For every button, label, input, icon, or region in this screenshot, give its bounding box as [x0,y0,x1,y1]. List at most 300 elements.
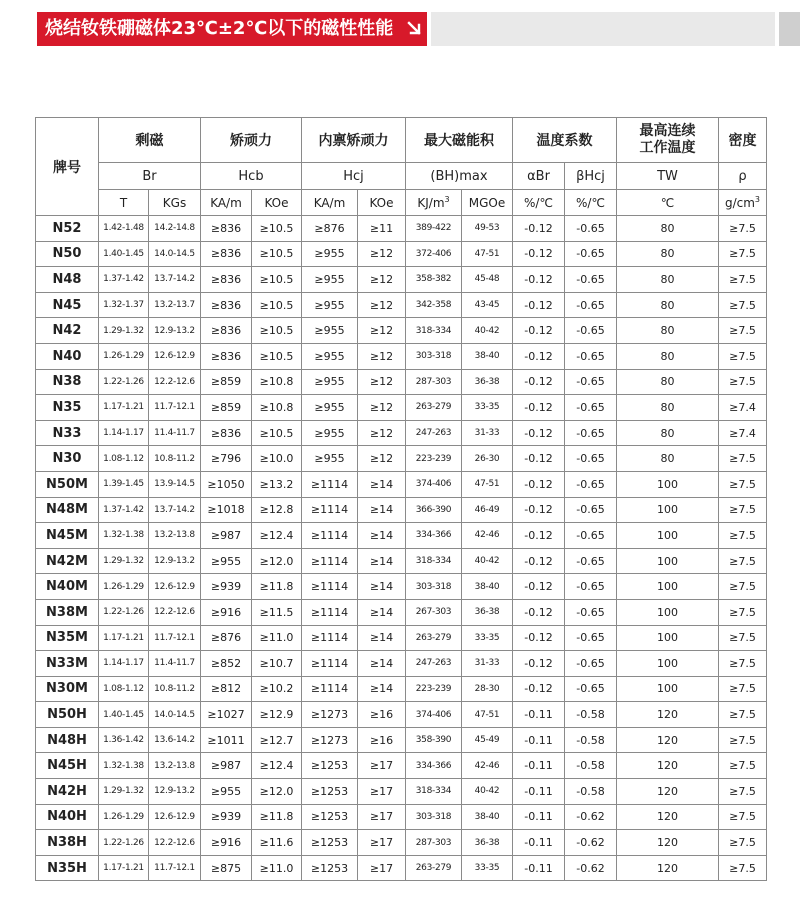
cell-grade: N52 [36,216,99,242]
cell-hcj-koe: ≥14 [358,548,406,574]
cell-hcb-koe: ≥12.4 [252,753,302,779]
cell-br-t: 1.29-1.32 [99,318,149,344]
cell-abr: -0.12 [513,523,565,549]
cell-bh-mgoe: 47-51 [462,471,513,497]
cell-density: ≥7.4 [719,420,767,446]
cell-density: ≥7.5 [719,651,767,677]
unit-abr-pct: %/℃ [513,190,565,216]
table-row [36,267,767,293]
cell-hcb-koe: ≥12.7 [252,727,302,753]
cell-density: ≥7.5 [719,267,767,293]
cell-grade: N48 [36,267,99,293]
cell-grade: N35 [36,395,99,421]
cell-bh-kjm3: 334-366 [406,523,462,549]
symbol-hcj: Hcj [302,163,406,190]
cell-hcj-koe: ≥17 [358,855,406,881]
cell-grade: N38 [36,369,99,395]
cell-grade: N33 [36,420,99,446]
cell-density: ≥7.5 [719,779,767,805]
cell-hcb-kam: ≥916 [201,830,252,856]
cell-hcb-koe: ≥10.5 [252,216,302,242]
cell-density: ≥7.5 [719,574,767,600]
cell-abr: -0.12 [513,651,565,677]
cell-abr: -0.11 [513,753,565,779]
cell-tw: 80 [617,369,719,395]
cell-br-t: 1.26-1.29 [99,574,149,600]
cell-hcb-kam: ≥1027 [201,702,252,728]
cell-bh-mgoe: 38-40 [462,574,513,600]
cell-br-kgs: 12.2-12.6 [149,369,201,395]
cell-density: ≥7.5 [719,471,767,497]
cell-abr: -0.12 [513,599,565,625]
cell-abr: -0.12 [513,395,565,421]
cell-tw: 120 [617,855,719,881]
cell-bhcj: -0.65 [565,497,617,523]
cell-hcj-kam: ≥955 [302,241,358,267]
cell-hcb-koe: ≥11.6 [252,830,302,856]
table-row [36,779,767,805]
cell-br-t: 1.40-1.45 [99,241,149,267]
cell-hcj-koe: ≥16 [358,702,406,728]
cell-hcj-koe: ≥12 [358,420,406,446]
header-coercivity: 矫顽力 [201,118,302,163]
cell-hcj-kam: ≥1114 [302,651,358,677]
cell-density: ≥7.5 [719,446,767,472]
cell-hcb-koe: ≥10.7 [252,651,302,677]
cell-hcb-koe: ≥11.0 [252,625,302,651]
cell-br-t: 1.17-1.21 [99,625,149,651]
cell-bh-kjm3: 223-239 [406,676,462,702]
cell-hcb-kam: ≥859 [201,395,252,421]
cell-bh-kjm3: 263-279 [406,855,462,881]
cell-bhcj: -0.62 [565,855,617,881]
cell-bhcj: -0.65 [565,676,617,702]
cell-abr: -0.11 [513,830,565,856]
unit-kgs: KGs [149,190,201,216]
cell-br-t: 1.29-1.32 [99,548,149,574]
cell-grade: N42H [36,779,99,805]
cell-bhcj: -0.65 [565,292,617,318]
cell-bh-kjm3: 318-334 [406,318,462,344]
cell-hcj-koe: ≥12 [358,267,406,293]
cell-bh-mgoe: 33-35 [462,395,513,421]
cell-br-t: 1.37-1.42 [99,267,149,293]
cell-hcj-koe: ≥14 [358,523,406,549]
cell-tw: 100 [617,471,719,497]
cell-grade: N48H [36,727,99,753]
cell-br-t: 1.26-1.29 [99,804,149,830]
table-row [36,369,767,395]
cell-br-t: 1.08-1.12 [99,676,149,702]
cell-bh-mgoe: 33-35 [462,625,513,651]
table-row [36,318,767,344]
cell-br-kgs: 10.8-11.2 [149,676,201,702]
unit-gcm3-sup: 3 [754,195,761,204]
cell-grade: N50H [36,702,99,728]
cell-density: ≥7.5 [719,727,767,753]
cell-hcj-koe: ≥14 [358,497,406,523]
title-banner-red [37,12,427,46]
cell-hcj-kam: ≥1273 [302,727,358,753]
cell-br-kgs: 13.7-14.2 [149,497,201,523]
cell-hcj-kam: ≥1253 [302,804,358,830]
cell-hcj-kam: ≥1114 [302,471,358,497]
cell-br-kgs: 11.7-12.1 [149,855,201,881]
cell-hcb-kam: ≥796 [201,446,252,472]
unit-hcb-kam: KA/m [201,190,252,216]
table-row [36,216,767,242]
cell-hcj-koe: ≥14 [358,471,406,497]
page-title [45,12,422,46]
unit-hcj-koe: KOe [358,190,406,216]
cell-bh-kjm3: 247-263 [406,651,462,677]
symbol-rho: ρ [719,163,767,190]
cell-abr: -0.11 [513,727,565,753]
cell-hcj-kam: ≥1253 [302,855,358,881]
cell-grade: N42 [36,318,99,344]
cell-bh-mgoe: 42-46 [462,523,513,549]
cell-br-t: 1.22-1.26 [99,599,149,625]
cell-grade: N38M [36,599,99,625]
cell-hcb-kam: ≥836 [201,343,252,369]
table-row [36,420,767,446]
cell-grade: N30M [36,676,99,702]
cell-br-kgs: 14.2-14.8 [149,216,201,242]
cell-hcb-koe: ≥10.0 [252,446,302,472]
cell-hcj-kam: ≥1114 [302,548,358,574]
cell-density: ≥7.5 [719,241,767,267]
cell-bh-mgoe: 33-35 [462,855,513,881]
cell-bhcj: -0.65 [565,548,617,574]
cell-bh-kjm3: 366-390 [406,497,462,523]
cell-density: ≥7.5 [719,676,767,702]
cell-hcj-kam: ≥955 [302,369,358,395]
cell-hcb-kam: ≥1011 [201,727,252,753]
cell-bhcj: -0.58 [565,779,617,805]
cell-tw: 80 [617,241,719,267]
table-row [36,830,767,856]
cell-br-t: 1.42-1.48 [99,216,149,242]
table-row [36,599,767,625]
cell-bh-kjm3: 342-358 [406,292,462,318]
cell-bh-kjm3: 267-303 [406,599,462,625]
cell-hcb-koe: ≥11.5 [252,599,302,625]
cell-abr: -0.11 [513,855,565,881]
cell-density: ≥7.5 [719,292,767,318]
header-row-1 [36,118,767,163]
cell-hcb-koe: ≥10.5 [252,241,302,267]
cell-br-kgs: 12.6-12.9 [149,574,201,600]
cell-bh-mgoe: 31-33 [462,420,513,446]
table-row [36,625,767,651]
cell-bhcj: -0.65 [565,523,617,549]
cell-hcb-kam: ≥836 [201,241,252,267]
cell-bh-mgoe: 36-38 [462,369,513,395]
cell-hcb-koe: ≥10.8 [252,395,302,421]
table-body [36,216,767,881]
cell-hcj-kam: ≥1114 [302,574,358,600]
cell-bh-kjm3: 372-406 [406,241,462,267]
cell-density: ≥7.5 [719,369,767,395]
cell-hcb-kam: ≥955 [201,779,252,805]
cell-hcj-koe: ≥17 [358,753,406,779]
cell-hcb-kam: ≥939 [201,804,252,830]
cell-tw: 100 [617,497,719,523]
cell-hcj-koe: ≥14 [358,625,406,651]
cell-grade: N35H [36,855,99,881]
cell-br-kgs: 12.6-12.9 [149,343,201,369]
cell-hcj-koe: ≥11 [358,216,406,242]
cell-br-kgs: 11.7-12.1 [149,395,201,421]
cell-abr: -0.11 [513,804,565,830]
unit-hcj-kam: KA/m [302,190,358,216]
table-row [36,702,767,728]
cell-br-kgs: 14.0-14.5 [149,241,201,267]
cell-bh-mgoe: 31-33 [462,651,513,677]
cell-hcb-koe: ≥10.5 [252,267,302,293]
cell-tw: 80 [617,343,719,369]
cell-hcj-koe: ≥14 [358,651,406,677]
cell-tw: 120 [617,779,719,805]
cell-density: ≥7.5 [719,702,767,728]
cell-tw: 100 [617,651,719,677]
cell-tw: 100 [617,676,719,702]
cell-bh-mgoe: 28-30 [462,676,513,702]
header-row-2 [36,163,767,190]
table-row [36,395,767,421]
table-row [36,753,767,779]
cell-hcj-koe: ≥16 [358,727,406,753]
unit-mgoe: MGOe [462,190,513,216]
cell-bhcj: -0.65 [565,574,617,600]
cell-bh-kjm3: 389-422 [406,216,462,242]
cell-abr: -0.12 [513,369,565,395]
cell-tw: 80 [617,420,719,446]
cell-bh-mgoe: 42-46 [462,753,513,779]
symbol-br: Br [99,163,201,190]
cell-bh-mgoe: 47-51 [462,702,513,728]
cell-br-kgs: 13.7-14.2 [149,267,201,293]
cell-br-t: 1.22-1.26 [99,369,149,395]
cell-hcj-koe: ≥17 [358,830,406,856]
cell-hcj-kam: ≥1253 [302,753,358,779]
cell-br-kgs: 13.2-13.7 [149,292,201,318]
cell-hcj-kam: ≥955 [302,420,358,446]
cell-hcb-kam: ≥955 [201,548,252,574]
cell-grade: N40 [36,343,99,369]
cell-hcb-koe: ≥12.4 [252,523,302,549]
cell-bh-kjm3: 374-406 [406,702,462,728]
cell-bh-kjm3: 318-334 [406,548,462,574]
table-row [36,855,767,881]
page-title-text: 烧结钕铁硼磁体23℃±2℃以下的磁性性能 [45,18,394,39]
cell-hcb-kam: ≥916 [201,599,252,625]
cell-tw: 100 [617,599,719,625]
cell-hcb-kam: ≥812 [201,676,252,702]
cell-br-t: 1.32-1.37 [99,292,149,318]
cell-br-t: 1.08-1.12 [99,446,149,472]
cell-br-kgs: 12.2-12.6 [149,599,201,625]
cell-hcj-kam: ≥1114 [302,676,358,702]
cell-hcb-koe: ≥12.0 [252,548,302,574]
cell-abr: -0.12 [513,625,565,651]
cell-abr: -0.12 [513,216,565,242]
cell-hcj-koe: ≥12 [358,395,406,421]
symbol-bhmax: (BH)max [406,163,513,190]
cell-br-kgs: 13.9-14.5 [149,471,201,497]
cell-bh-kjm3: 223-239 [406,446,462,472]
cell-bh-mgoe: 40-42 [462,779,513,805]
cell-br-t: 1.32-1.38 [99,753,149,779]
magnet-properties-table [35,117,767,881]
cell-hcb-kam: ≥987 [201,753,252,779]
cell-tw: 120 [617,830,719,856]
cell-density: ≥7.5 [719,523,767,549]
title-banner-tail [779,12,800,46]
cell-tw: 120 [617,804,719,830]
table-row [36,574,767,600]
symbol-tw: TW [617,163,719,190]
cell-bh-mgoe: 38-40 [462,804,513,830]
cell-bh-kjm3: 247-263 [406,420,462,446]
cell-bhcj: -0.65 [565,241,617,267]
cell-hcb-koe: ≥10.5 [252,292,302,318]
table-row [36,292,767,318]
cell-br-t: 1.29-1.32 [99,779,149,805]
cell-tw: 120 [617,702,719,728]
cell-grade: N40H [36,804,99,830]
unit-kjm3-text: KJ/m [417,196,445,210]
cell-bh-mgoe: 49-53 [462,216,513,242]
cell-bh-kjm3: 287-303 [406,830,462,856]
table-row [36,727,767,753]
cell-hcj-kam: ≥955 [302,318,358,344]
cell-bh-mgoe: 45-49 [462,727,513,753]
cell-tw: 80 [617,446,719,472]
cell-grade: N45M [36,523,99,549]
cell-hcj-koe: ≥12 [358,292,406,318]
cell-hcj-koe: ≥12 [358,318,406,344]
cell-bh-mgoe: 36-38 [462,599,513,625]
table-row [36,651,767,677]
cell-grade: N42M [36,548,99,574]
title-banner [0,12,800,46]
cell-tw: 80 [617,292,719,318]
table-row [36,446,767,472]
cell-hcj-kam: ≥955 [302,343,358,369]
cell-bh-kjm3: 263-279 [406,625,462,651]
cell-hcj-kam: ≥955 [302,446,358,472]
unit-bhcj-pct: %/℃ [565,190,617,216]
cell-hcb-kam: ≥836 [201,318,252,344]
cell-density: ≥7.5 [719,599,767,625]
cell-hcb-kam: ≥859 [201,369,252,395]
cell-br-t: 1.14-1.17 [99,651,149,677]
cell-density: ≥7.5 [719,318,767,344]
cell-bh-mgoe: 46-49 [462,497,513,523]
cell-hcj-kam: ≥1114 [302,599,358,625]
cell-density: ≥7.5 [719,497,767,523]
cell-br-t: 1.26-1.29 [99,343,149,369]
cell-tw: 100 [617,548,719,574]
cell-hcb-kam: ≥876 [201,625,252,651]
cell-bh-mgoe: 40-42 [462,318,513,344]
title-banner-gray [431,12,775,46]
cell-bh-kjm3: 303-318 [406,804,462,830]
unit-hcb-koe: KOe [252,190,302,216]
cell-bhcj: -0.62 [565,804,617,830]
cell-tw: 120 [617,727,719,753]
cell-bhcj: -0.65 [565,395,617,421]
unit-kjm3-sup: 3 [444,195,450,204]
cell-bh-kjm3: 374-406 [406,471,462,497]
cell-hcb-koe: ≥10.5 [252,420,302,446]
cell-grade: N33M [36,651,99,677]
cell-tw: 100 [617,523,719,549]
cell-density: ≥7.5 [719,804,767,830]
cell-abr: -0.12 [513,497,565,523]
cell-hcb-koe: ≥11.0 [252,855,302,881]
cell-br-t: 1.39-1.45 [99,471,149,497]
cell-bhcj: -0.58 [565,727,617,753]
cell-abr: -0.12 [513,241,565,267]
cell-hcj-kam: ≥1253 [302,830,358,856]
cell-density: ≥7.5 [719,548,767,574]
table-row [36,241,767,267]
cell-hcj-koe: ≥12 [358,446,406,472]
cell-density: ≥7.5 [719,753,767,779]
cell-bh-kjm3: 263-279 [406,395,462,421]
cell-bh-mgoe: 47-51 [462,241,513,267]
header-grade: 牌号 [36,118,99,216]
cell-br-kgs: 11.7-12.1 [149,625,201,651]
cell-bh-kjm3: 318-334 [406,779,462,805]
cell-br-kgs: 12.6-12.9 [149,804,201,830]
cell-br-t: 1.22-1.26 [99,830,149,856]
unit-celsius: ℃ [617,190,719,216]
cell-hcj-kam: ≥955 [302,395,358,421]
cell-br-kgs: 12.9-13.2 [149,548,201,574]
cell-hcb-kam: ≥1050 [201,471,252,497]
cell-hcj-koe: ≥14 [358,676,406,702]
cell-bhcj: -0.62 [565,830,617,856]
unit-kjm3 [406,190,462,216]
cell-hcj-kam: ≥1114 [302,625,358,651]
cell-bh-mgoe: 26-30 [462,446,513,472]
cell-hcb-koe: ≥11.8 [252,574,302,600]
header-row-3 [36,190,767,216]
cell-hcb-kam: ≥836 [201,420,252,446]
cell-br-kgs: 13.6-14.2 [149,727,201,753]
cell-bhcj: -0.65 [565,216,617,242]
cell-bhcj: -0.58 [565,702,617,728]
cell-abr: -0.12 [513,548,565,574]
cell-br-kgs: 12.9-13.2 [149,318,201,344]
cell-bhcj: -0.65 [565,651,617,677]
unit-t: T [99,190,149,216]
cell-bhcj: -0.65 [565,369,617,395]
cell-hcj-koe: ≥14 [358,599,406,625]
cell-bh-mgoe: 40-42 [462,548,513,574]
cell-tw: 100 [617,574,719,600]
cell-tw: 80 [617,395,719,421]
cell-hcj-kam: ≥1273 [302,702,358,728]
cell-br-kgs: 14.0-14.5 [149,702,201,728]
cell-bh-kjm3: 358-382 [406,267,462,293]
symbol-bhcj: βHcj [565,163,617,190]
cell-abr: -0.12 [513,292,565,318]
table-row [36,676,767,702]
